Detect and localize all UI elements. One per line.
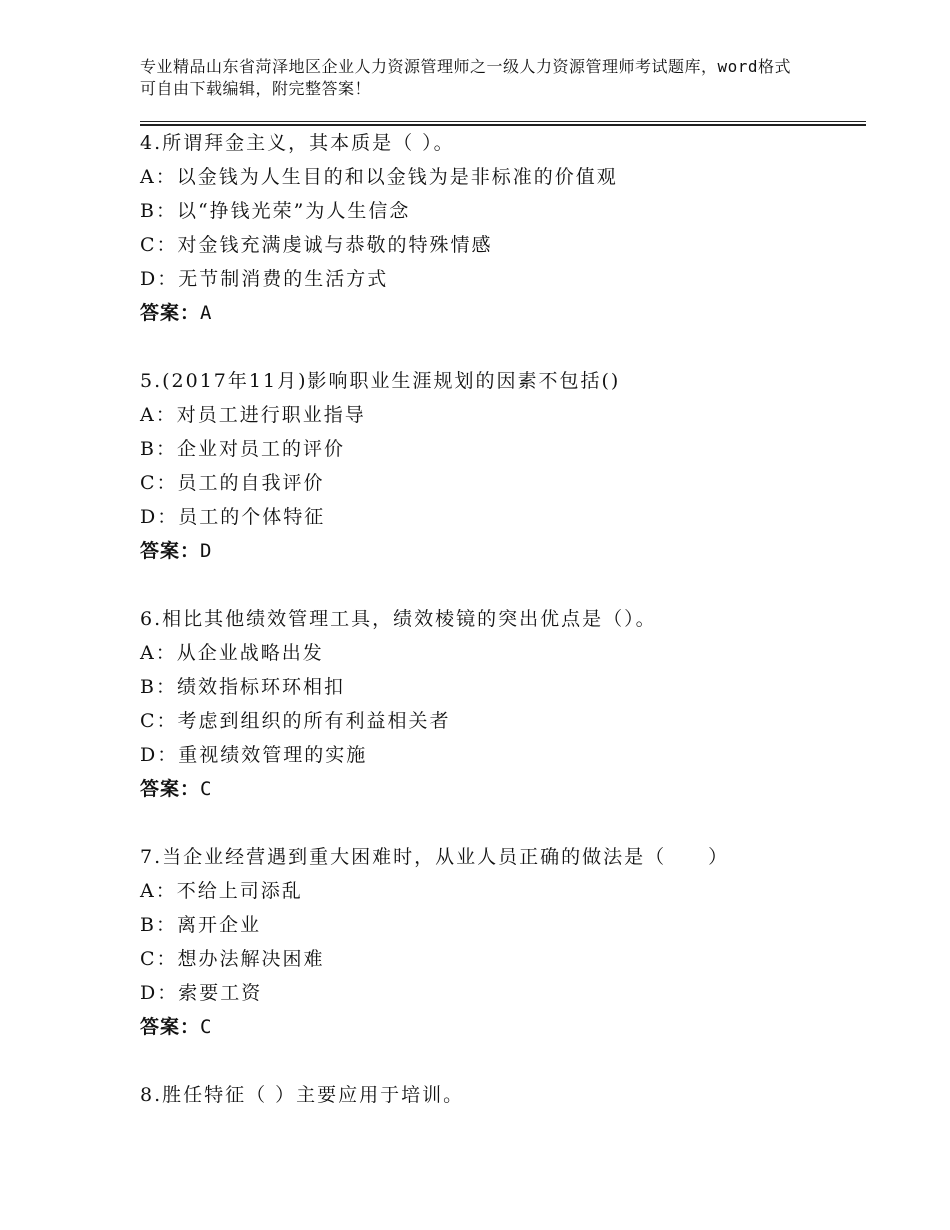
option-c: C：员工的自我评价 bbox=[140, 472, 325, 494]
answer-line bbox=[140, 1010, 866, 1044]
option-c: C：对金钱充满虔诚与恭敬的特殊情感 bbox=[140, 234, 493, 256]
option-d: D：无节制消费的生活方式 bbox=[140, 268, 389, 290]
answer-line bbox=[140, 772, 866, 806]
answer-line bbox=[140, 534, 866, 568]
answer-label: 答案： bbox=[140, 540, 201, 562]
question-stem: 8.胜任特征（ ）主要应用于培训。 bbox=[140, 1084, 465, 1106]
question-stem: 4.所谓拜金主义，其本质是（ ）。 bbox=[140, 132, 455, 154]
option-b: B：绩效指标环环相扣 bbox=[140, 676, 345, 698]
question-item bbox=[140, 602, 866, 806]
question-stem: 7.当企业经营遇到重大困难时，从业人员正确的做法是（ ） bbox=[140, 846, 730, 868]
question-item bbox=[140, 840, 866, 1044]
option-a: A：对员工进行职业指导 bbox=[140, 404, 366, 426]
question-item bbox=[140, 126, 866, 330]
option-a: A：不给上司添乱 bbox=[140, 880, 303, 902]
answer-value: A bbox=[200, 302, 213, 324]
question-list bbox=[140, 126, 866, 1146]
option-a: A：以金钱为人生目的和以金钱为是非标准的价值观 bbox=[140, 166, 618, 188]
option-b: B：离开企业 bbox=[140, 914, 261, 936]
question-stem: 6.相比其他绩效管理工具，绩效棱镜的突出优点是（）。 bbox=[140, 608, 657, 630]
question-item bbox=[140, 1078, 866, 1112]
option-d: D：员工的个体特征 bbox=[140, 506, 326, 528]
option-d: D：重视绩效管理的实施 bbox=[140, 744, 368, 766]
question-item bbox=[140, 364, 866, 568]
answer-label: 答案： bbox=[140, 778, 201, 800]
answer-value: D bbox=[200, 540, 213, 562]
answer-label: 答案： bbox=[140, 302, 201, 324]
option-b: B：以“挣钱光荣”为人生信念 bbox=[140, 200, 411, 222]
option-c: C：考虑到组织的所有利益相关者 bbox=[140, 710, 451, 732]
option-c: C：想办法解决困难 bbox=[140, 948, 325, 970]
option-d: D：索要工资 bbox=[140, 982, 263, 1004]
page-header: 专业精品山东省菏泽地区企业人力资源管理师之一级人力资源管理师考试题库，word格式可自由下载编辑，附完整答案！ bbox=[140, 57, 792, 98]
question-stem: 5.(2017年11月)影响职业生涯规划的因素不包括() bbox=[140, 370, 621, 392]
header-divider-thin bbox=[140, 121, 866, 122]
answer-label: 答案： bbox=[140, 1016, 201, 1038]
answer-value: C bbox=[200, 1016, 213, 1038]
answer-value: C bbox=[200, 778, 213, 800]
option-a: A：从企业战略出发 bbox=[140, 642, 324, 664]
option-b: B：企业对员工的评价 bbox=[140, 438, 345, 460]
answer-line bbox=[140, 296, 866, 330]
